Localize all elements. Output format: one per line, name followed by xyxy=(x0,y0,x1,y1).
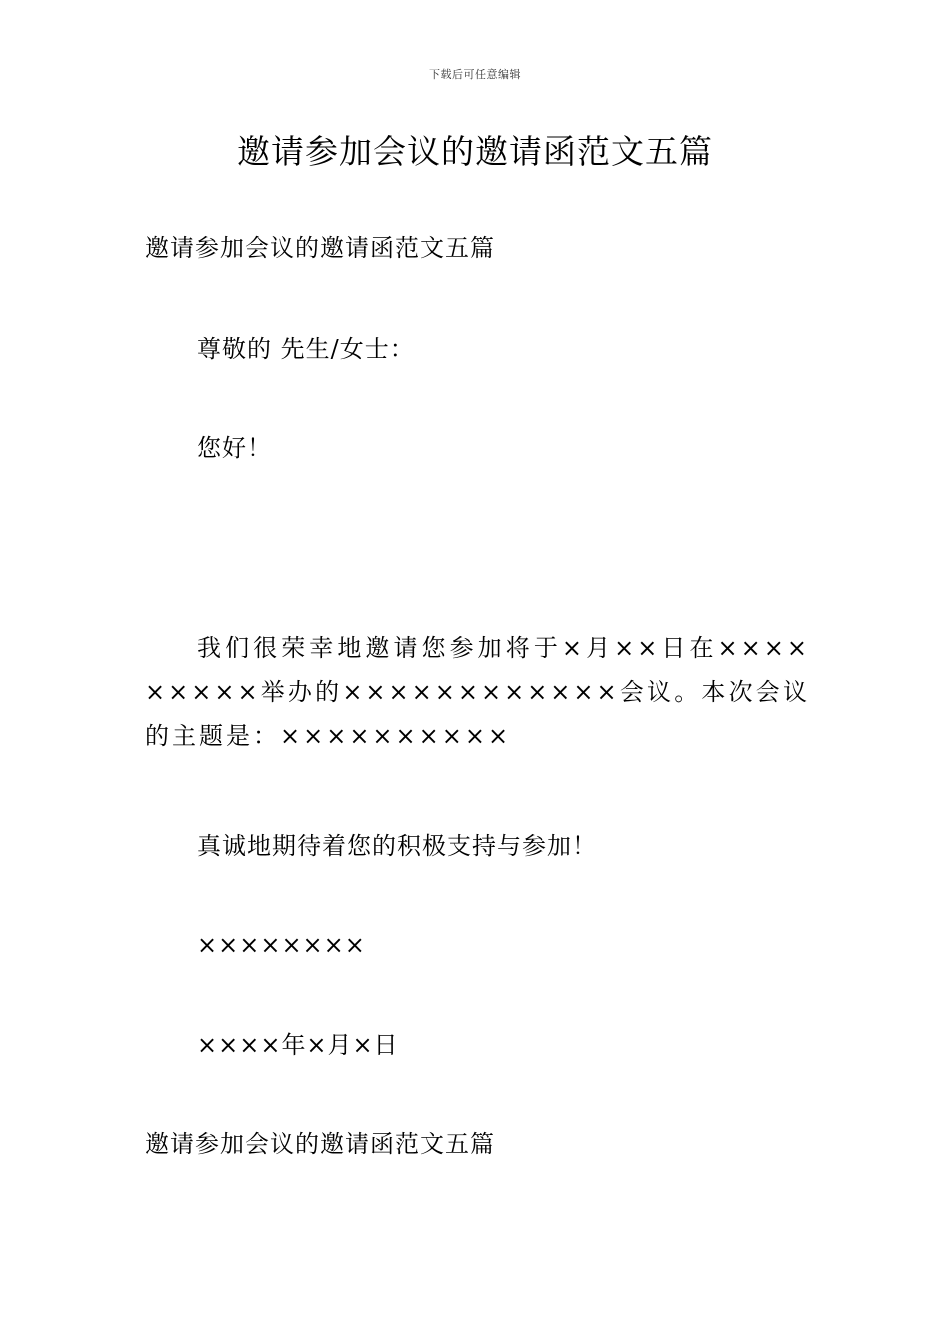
salutation: 尊敬的 先生/女士： xyxy=(197,335,415,363)
greeting: 您好！ xyxy=(197,434,272,462)
page-title: 邀请参加会议的邀请函范文五篇 xyxy=(237,132,713,171)
section-heading-2: 邀请参加会议的邀请函范文五篇 xyxy=(145,1130,495,1158)
date-line: ××××年×月×日 xyxy=(197,1031,399,1059)
closing-line: 真诚地期待着您的积极支持与参加！ xyxy=(197,832,597,860)
header-note: 下载后可任意编辑 xyxy=(429,68,521,81)
section-heading-1: 邀请参加会议的邀请函范文五篇 xyxy=(145,234,495,262)
signature: ×××××××× xyxy=(197,931,366,959)
body-paragraph: 我们很荣幸地邀请您参加将于×月××日在×××××××××举办的××××××××××××会议。本次会议的主题是：×××××××××× xyxy=(145,634,810,750)
